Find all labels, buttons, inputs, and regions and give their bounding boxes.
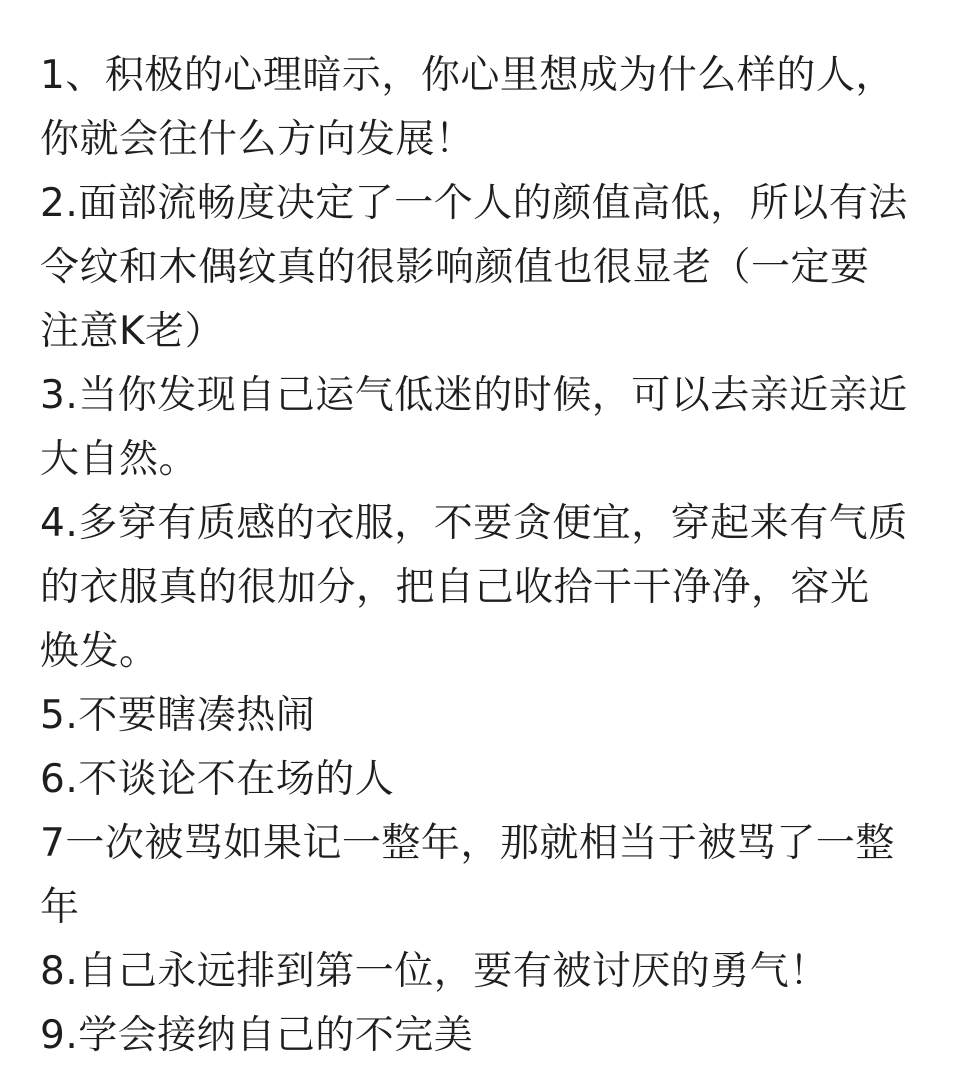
tip-3-line-2: 大自然。 (40, 437, 199, 482)
tip-4-line-3: 焕发。 (40, 629, 159, 674)
tip-6-line: 6.不谈论不在场的人 (40, 757, 395, 802)
tip-4-line-2: 的衣服真的很加分，把自己收拾干干净净，容光 (40, 565, 870, 610)
tip-3-line-1: 3.当你发现自己运气低迷的时候，可以去亲近亲近 (40, 373, 908, 418)
tip-2-line-2: 令纹和木偶纹真的很影响颜值也很显老（一定要 (40, 245, 870, 290)
tip-4-line-1: 4.多穿有质感的衣服，不要贪便宜，穿起来有气质 (40, 501, 908, 546)
tips-document (40, 44, 920, 1068)
tip-7-line-2: 年 (40, 885, 80, 930)
tip-8-line: 8.自己永远排到第一位，要有被讨厌的勇气！ (40, 949, 829, 994)
tip-1-line-1: 1、积极的心理暗示，你心里想成为什么样的人， (40, 53, 895, 98)
tip-2-line-3: 注意K老） (40, 309, 225, 354)
tip-1-line-2: 你就会往什么方向发展！ (40, 117, 475, 162)
tip-5-line: 5.不要瞎凑热闹 (40, 693, 316, 738)
tip-9-line: 9.学会接纳自己的不完美 (40, 1013, 474, 1058)
tip-7-line-1: 7一次被骂如果记一整年，那就相当于被骂了一整 (40, 821, 895, 866)
tip-2-line-1: 2.面部流畅度决定了一个人的颜值高低，所以有法 (40, 181, 908, 226)
